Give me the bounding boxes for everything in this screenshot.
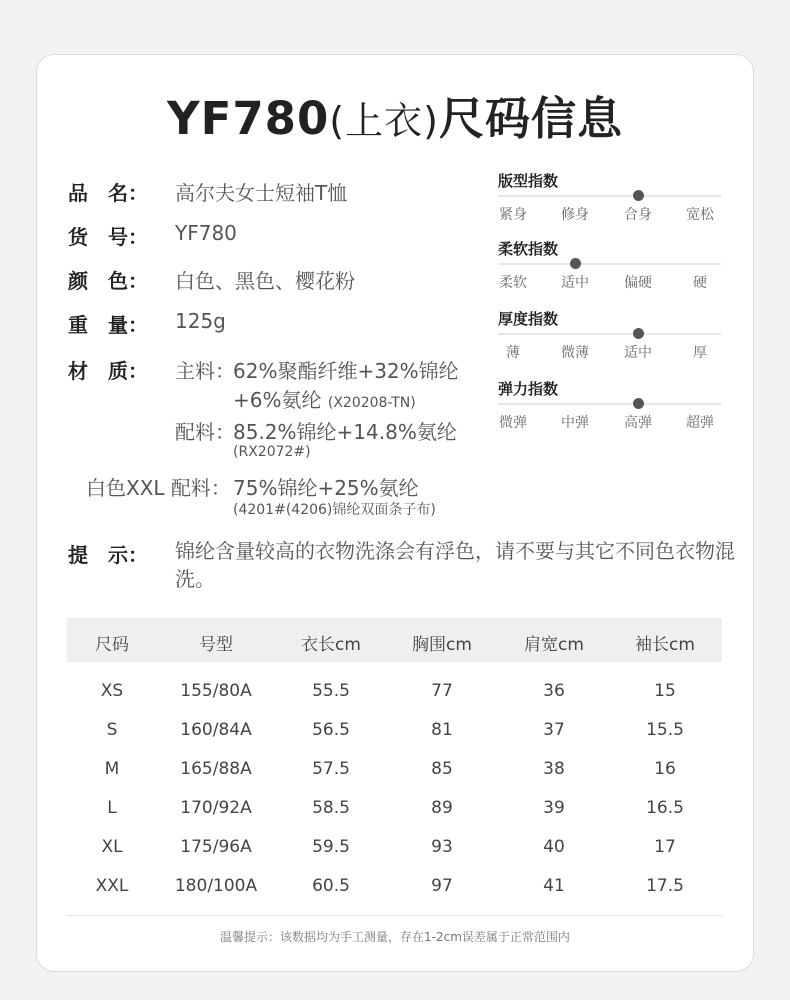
index-title: 厚度指数 <box>498 310 559 328</box>
code-key: 货 号： <box>68 225 148 249</box>
table-cell: 55.5 <box>312 681 350 701</box>
table-cell: L <box>107 798 117 818</box>
table-cell: 85 <box>431 759 453 779</box>
main-material-code: (X20208-TN) <box>327 395 416 411</box>
index-label: 超弹 <box>686 415 714 431</box>
table-cell: 58.5 <box>312 798 350 818</box>
white-material-line1: 75%锦纶+25%氨纶 <box>233 476 419 500</box>
index-track <box>498 403 721 405</box>
index-marker <box>633 328 644 339</box>
index-title: 柔软指数 <box>498 240 559 258</box>
index-label: 中弹 <box>561 415 589 431</box>
table-cell: M <box>104 759 120 779</box>
index-label: 硬 <box>693 275 707 291</box>
index-marker <box>633 190 644 201</box>
index-marker <box>633 398 644 409</box>
table-cell: 38 <box>543 759 565 779</box>
sub-material-code: (RX2072#) <box>233 444 311 460</box>
table-cell: 160/84A <box>180 720 252 740</box>
table-cell: 36 <box>543 681 565 701</box>
table-cell: 39 <box>543 798 565 818</box>
table-divider <box>67 915 722 916</box>
table-header-cell: 袖长cm <box>635 635 695 655</box>
table-cell: 81 <box>431 720 453 740</box>
index-label: 微薄 <box>561 345 589 361</box>
white-material-label: 白色XXL 配料： <box>86 476 231 500</box>
measurement-note: 温馨提示：该数据均为手工测量，存在1-2cm误差属于正常范围内 <box>220 930 570 944</box>
index-label: 宽松 <box>686 207 714 223</box>
index-label: 适中 <box>624 345 652 361</box>
index-label: 偏硬 <box>624 275 652 291</box>
weight-key: 重 量： <box>68 313 148 337</box>
table-cell: 170/92A <box>180 798 252 818</box>
index-label: 合身 <box>624 207 652 223</box>
main-material-label: 主料： <box>175 359 235 383</box>
index-label: 高弹 <box>624 415 652 431</box>
table-cell: 17.5 <box>646 876 684 896</box>
tip-text: 锦纶含量较高的衣物洗涤会有浮色，请不要与其它不同色衣物混洗。 <box>175 539 735 591</box>
index-label: 微弹 <box>499 415 527 431</box>
table-cell: XS <box>100 681 124 701</box>
index-title: 弹力指数 <box>498 380 559 398</box>
tip-key: 提 示： <box>68 543 148 567</box>
main-material-line2: +6%氨纶 (X20208-TN) <box>233 388 416 412</box>
index-track <box>498 263 721 265</box>
table-cell: 59.5 <box>312 837 350 857</box>
table-cell: 155/80A <box>180 681 252 701</box>
table-cell: XXL <box>95 876 129 896</box>
table-header-cell: 胸围cm <box>412 635 472 655</box>
index-track <box>498 333 721 335</box>
title-sub: (上衣) <box>329 99 439 143</box>
table-cell: 17 <box>654 837 676 857</box>
table-cell: 56.5 <box>312 720 350 740</box>
sub-material-label: 配料： <box>175 420 235 444</box>
table-cell: 175/96A <box>180 837 252 857</box>
size-table-header <box>67 618 722 662</box>
table-header-cell: 肩宽cm <box>524 635 584 655</box>
table-cell: 16.5 <box>646 798 684 818</box>
index-label: 修身 <box>561 207 589 223</box>
color-key: 颜 色： <box>68 269 148 293</box>
table-cell: 15 <box>654 681 676 701</box>
table-cell: 97 <box>431 876 453 896</box>
index-marker <box>570 258 581 269</box>
table-header-cell: 衣长cm <box>301 635 361 655</box>
table-cell: 16 <box>654 759 676 779</box>
code-value: YF780 <box>175 221 237 245</box>
index-label: 薄 <box>506 345 520 361</box>
main-material-line1: 62%聚酯纤维+32%锦纶 <box>233 359 459 383</box>
table-cell: S <box>106 720 118 740</box>
table-cell: 37 <box>543 720 565 740</box>
name-key: 品 名： <box>68 181 148 205</box>
table-header-cell: 号型 <box>199 635 233 655</box>
table-cell: 57.5 <box>312 759 350 779</box>
table-cell: 93 <box>431 837 453 857</box>
table-cell: 60.5 <box>312 876 350 896</box>
table-cell: 40 <box>543 837 565 857</box>
index-title: 版型指数 <box>498 172 559 190</box>
weight-value: 125g <box>175 309 226 333</box>
index-label: 适中 <box>561 275 589 291</box>
table-cell: 41 <box>543 876 565 896</box>
table-cell: XL <box>101 837 123 857</box>
table-cell: 77 <box>431 681 453 701</box>
white-material-code: (4201#(4206)锦纶双面条子布) <box>233 502 436 518</box>
table-cell: 165/88A <box>180 759 252 779</box>
index-label: 柔软 <box>499 275 527 291</box>
title-rest: 尺码信息 <box>438 92 623 145</box>
table-cell: 180/100A <box>174 876 258 896</box>
index-label: 紧身 <box>499 207 527 223</box>
index-track <box>498 195 721 197</box>
title-code: YF780 <box>167 92 330 145</box>
table-cell: 89 <box>431 798 453 818</box>
index-label: 厚 <box>693 345 707 361</box>
table-header-cell: 尺码 <box>95 635 129 655</box>
table-cell: 15.5 <box>646 720 684 740</box>
page-title <box>0 82 790 147</box>
color-value: 白色、黑色、樱花粉 <box>175 269 355 293</box>
sub-material-line1: 85.2%锦纶+14.8%氨纶 <box>233 420 457 444</box>
material-key: 材 质： <box>68 359 148 383</box>
name-value: 高尔夫女士短袖T恤 <box>175 181 348 205</box>
